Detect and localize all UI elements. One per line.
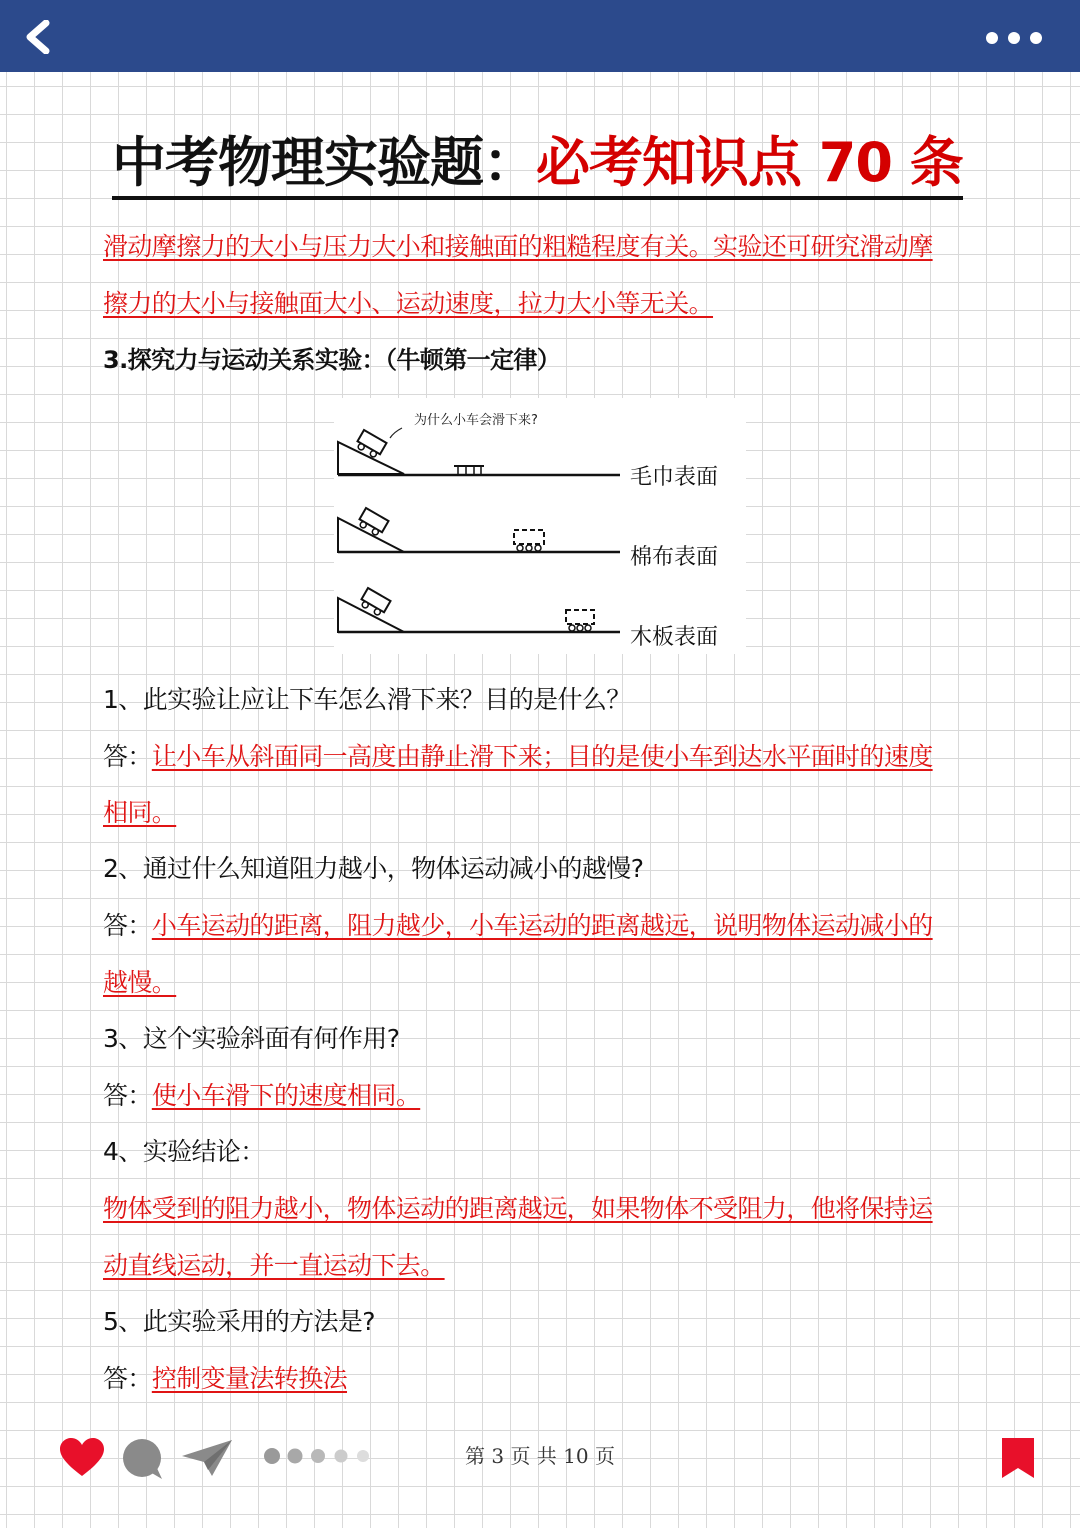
- question-3: 3、这个实验斜面有何作用?: [103, 1024, 400, 1053]
- page-indicator: 第 3 页 共 10 页: [465, 1444, 615, 1468]
- title-black-part: 中考物理实验题：: [112, 131, 536, 200]
- chevron-left-icon[interactable]: [22, 20, 52, 54]
- answer-5: 答：控制变量法转换法: [103, 1364, 348, 1393]
- more-horizontal-icon[interactable]: [984, 28, 1044, 48]
- intro-line-1: 滑动摩擦力的大小与压力大小和接触面的粗糙程度有关。实验还可研究滑动摩: [103, 232, 933, 261]
- comment-bubble-icon[interactable]: [122, 1438, 164, 1480]
- label-towel: 毛巾表面: [630, 465, 719, 490]
- answer-1-line-2: 相同。: [103, 798, 177, 827]
- ramp-row-towel: [338, 430, 718, 490]
- answer-1-line-1: 答：让小车从斜面同一高度由静止滑下来；目的是使小车到达水平面时的速度: [103, 742, 933, 771]
- intro-line-2: 擦力的大小与接触面大小、运动速度，拉力大小等无关。: [103, 289, 714, 318]
- heart-icon[interactable]: [60, 1438, 104, 1478]
- answer-2-line-1: 答：小车运动的距离，阻力越少，小车运动的距离越远，说明物体运动减小的: [103, 911, 933, 940]
- question-4: 4、实验结论：: [103, 1137, 265, 1166]
- bookmark-icon[interactable]: [1002, 1438, 1034, 1478]
- ramp-row-cotton: [338, 508, 718, 570]
- answer-3: 答：使小车滑下的速度相同。: [103, 1081, 421, 1110]
- title-red-part: 必考知识点 70 条: [536, 131, 963, 200]
- label-cotton: 棉布表面: [630, 545, 719, 570]
- page-title: [112, 128, 972, 198]
- experiment-figure: [334, 398, 746, 654]
- answer-4-line-1: 物体受到的阻力越小，物体运动的距离越远，如果物体不受阻力，他将保持运: [103, 1194, 933, 1223]
- page-dots-indicator: [262, 1446, 374, 1466]
- paper-plane-icon[interactable]: [182, 1440, 232, 1478]
- top-bar: [0, 0, 1080, 72]
- answer-2-line-2: 越慢。: [103, 968, 177, 997]
- label-wood: 木板表面: [630, 625, 719, 650]
- section-heading: 3.探究力与运动关系实验：（牛顿第一定律）: [103, 346, 561, 374]
- question-5: 5、此实验采用的方法是?: [103, 1307, 375, 1336]
- figure-caption: 为什么小车会滑下来?: [414, 413, 538, 428]
- question-1: 1、此实验让应让下车怎么滑下来？目的是什么？: [103, 685, 631, 714]
- bottom-toolbar: [0, 1418, 1080, 1528]
- ramp-row-wood: [338, 588, 718, 650]
- question-2: 2、通过什么知道阻力越小，物体运动减小的越慢?: [103, 854, 644, 883]
- answer-4-line-2: 动直线运动，并一直运动下去。: [103, 1251, 445, 1280]
